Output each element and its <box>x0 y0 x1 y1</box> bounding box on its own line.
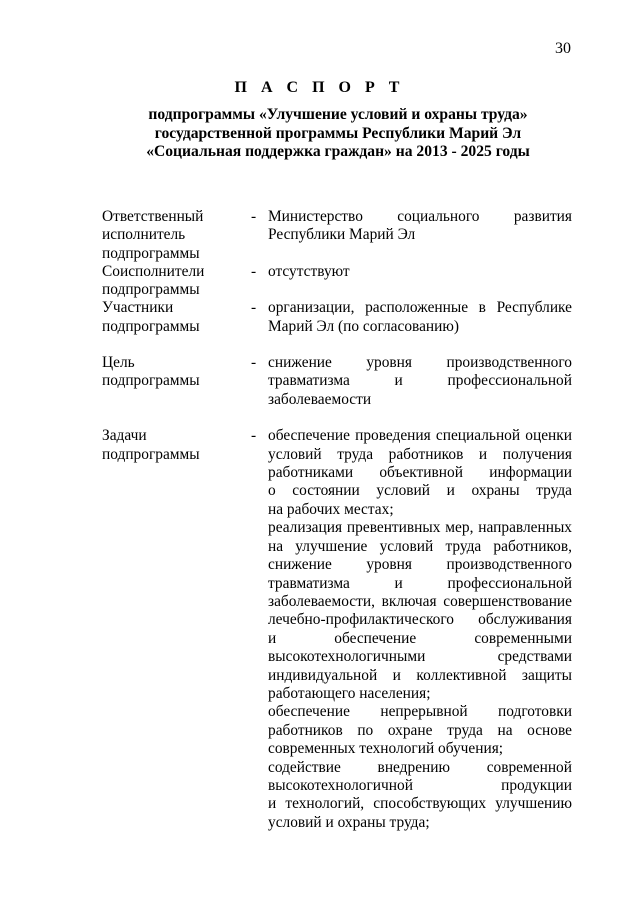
subtitle-line: подпрограммы «Улучшение условий и охраны труда» <box>148 106 528 123</box>
row-value-line: современных технологий обучения; <box>268 740 504 758</box>
row-dash: - <box>251 427 257 445</box>
row-value-line: и обеспечение современными <box>268 629 572 647</box>
row-value-line: содействие внедрению современной <box>268 758 572 776</box>
row-value-line: лечебно-профилактического обслуживания <box>268 611 572 629</box>
row-value <box>268 427 572 832</box>
row-value-line: о состоянии условий и охраны труда <box>268 482 572 500</box>
row-value <box>268 263 572 281</box>
row-label-line: Соисполнители <box>102 262 205 280</box>
passport-row-goal <box>0 354 639 409</box>
row-value-line: отсутствуют <box>268 262 350 280</box>
row-value-line: индивидуальной и коллективной защиты <box>268 666 572 684</box>
row-dash: - <box>251 262 257 280</box>
subtitle-line: «Социальная поддержка граждан» на 2013 - 2025 годы <box>146 143 530 160</box>
row-label <box>102 299 247 336</box>
row-dash: - <box>251 354 257 372</box>
passport-row-tasks <box>0 427 639 832</box>
subtitle-line: государственной программы Республики Марий Эл <box>154 124 522 142</box>
row-value-line: условий и охраны труда; <box>268 813 430 831</box>
row-value-line: высокотехнологичной продукции <box>268 776 572 794</box>
row-value-line: организации, расположенные в Республике <box>268 299 572 317</box>
row-value <box>268 299 572 336</box>
row-value-line: Министерство социального развития <box>268 208 572 225</box>
row-label-line: Участники <box>102 299 174 317</box>
passport-table <box>0 208 639 850</box>
row-dash: - <box>251 299 257 317</box>
row-value-line: обеспечение непрерывной подготовки <box>268 703 572 721</box>
row-value-line: заболеваемости <box>268 390 372 408</box>
row-value-line: снижение уровня производственного <box>268 556 572 574</box>
row-label <box>102 354 247 391</box>
row-label-line: Цель <box>102 354 135 372</box>
row-value-line: снижение уровня производственного <box>268 354 572 372</box>
row-label <box>102 427 247 464</box>
row-value-line: Марий Эл (по согласованию) <box>268 317 460 335</box>
row-value-line: заболеваемости, включая совершенствование <box>268 592 572 610</box>
passport-row-responsible-executor <box>0 208 639 262</box>
row-value-line: обеспечение проведения специальной оценки <box>268 427 572 445</box>
row-value <box>268 208 572 245</box>
document-title: П А С П О Р Т <box>234 79 405 96</box>
row-value <box>268 354 572 409</box>
row-value-line: работниками объективной информации <box>268 464 572 482</box>
row-label-line: Ответственный <box>102 208 204 225</box>
row-value-line: Республики Марий Эл <box>268 226 416 244</box>
row-label <box>102 208 247 263</box>
row-label-line: подпрограммы <box>102 281 200 299</box>
passport-row-co-executors <box>0 262 639 299</box>
row-value-line: высокотехнологичными средствами <box>268 648 572 666</box>
row-label-line: Задачи <box>102 427 147 445</box>
row-value-line: и технологий, способствующих улучшению <box>268 795 572 813</box>
document-subtitle <box>0 106 639 162</box>
row-label <box>102 263 247 300</box>
row-label-line: подпрограммы <box>102 317 200 335</box>
row-value-line: травматизма и профессиональной <box>268 574 572 592</box>
row-label-line: исполнитель <box>102 226 186 244</box>
row-label-line: подпрограммы <box>102 372 200 390</box>
row-label-line: подпрограммы <box>102 445 200 463</box>
row-value-line: условий труда работников и получения <box>268 445 572 463</box>
row-value-line: на улучшение условий труда работников, <box>268 537 572 555</box>
row-value-line: на рабочих местах; <box>268 500 394 518</box>
page-number: 30 <box>555 40 571 57</box>
row-dash: - <box>251 208 257 225</box>
row-value-line: травматизма и профессиональной <box>268 372 572 390</box>
row-value-line: работников по охране труда на основе <box>268 721 572 739</box>
row-value-line: работающего населения; <box>268 684 431 702</box>
row-value-line: реализация превентивных мер, направленных <box>268 519 572 537</box>
passport-row-participants <box>0 299 639 336</box>
row-label-line: подпрограммы <box>102 244 200 262</box>
